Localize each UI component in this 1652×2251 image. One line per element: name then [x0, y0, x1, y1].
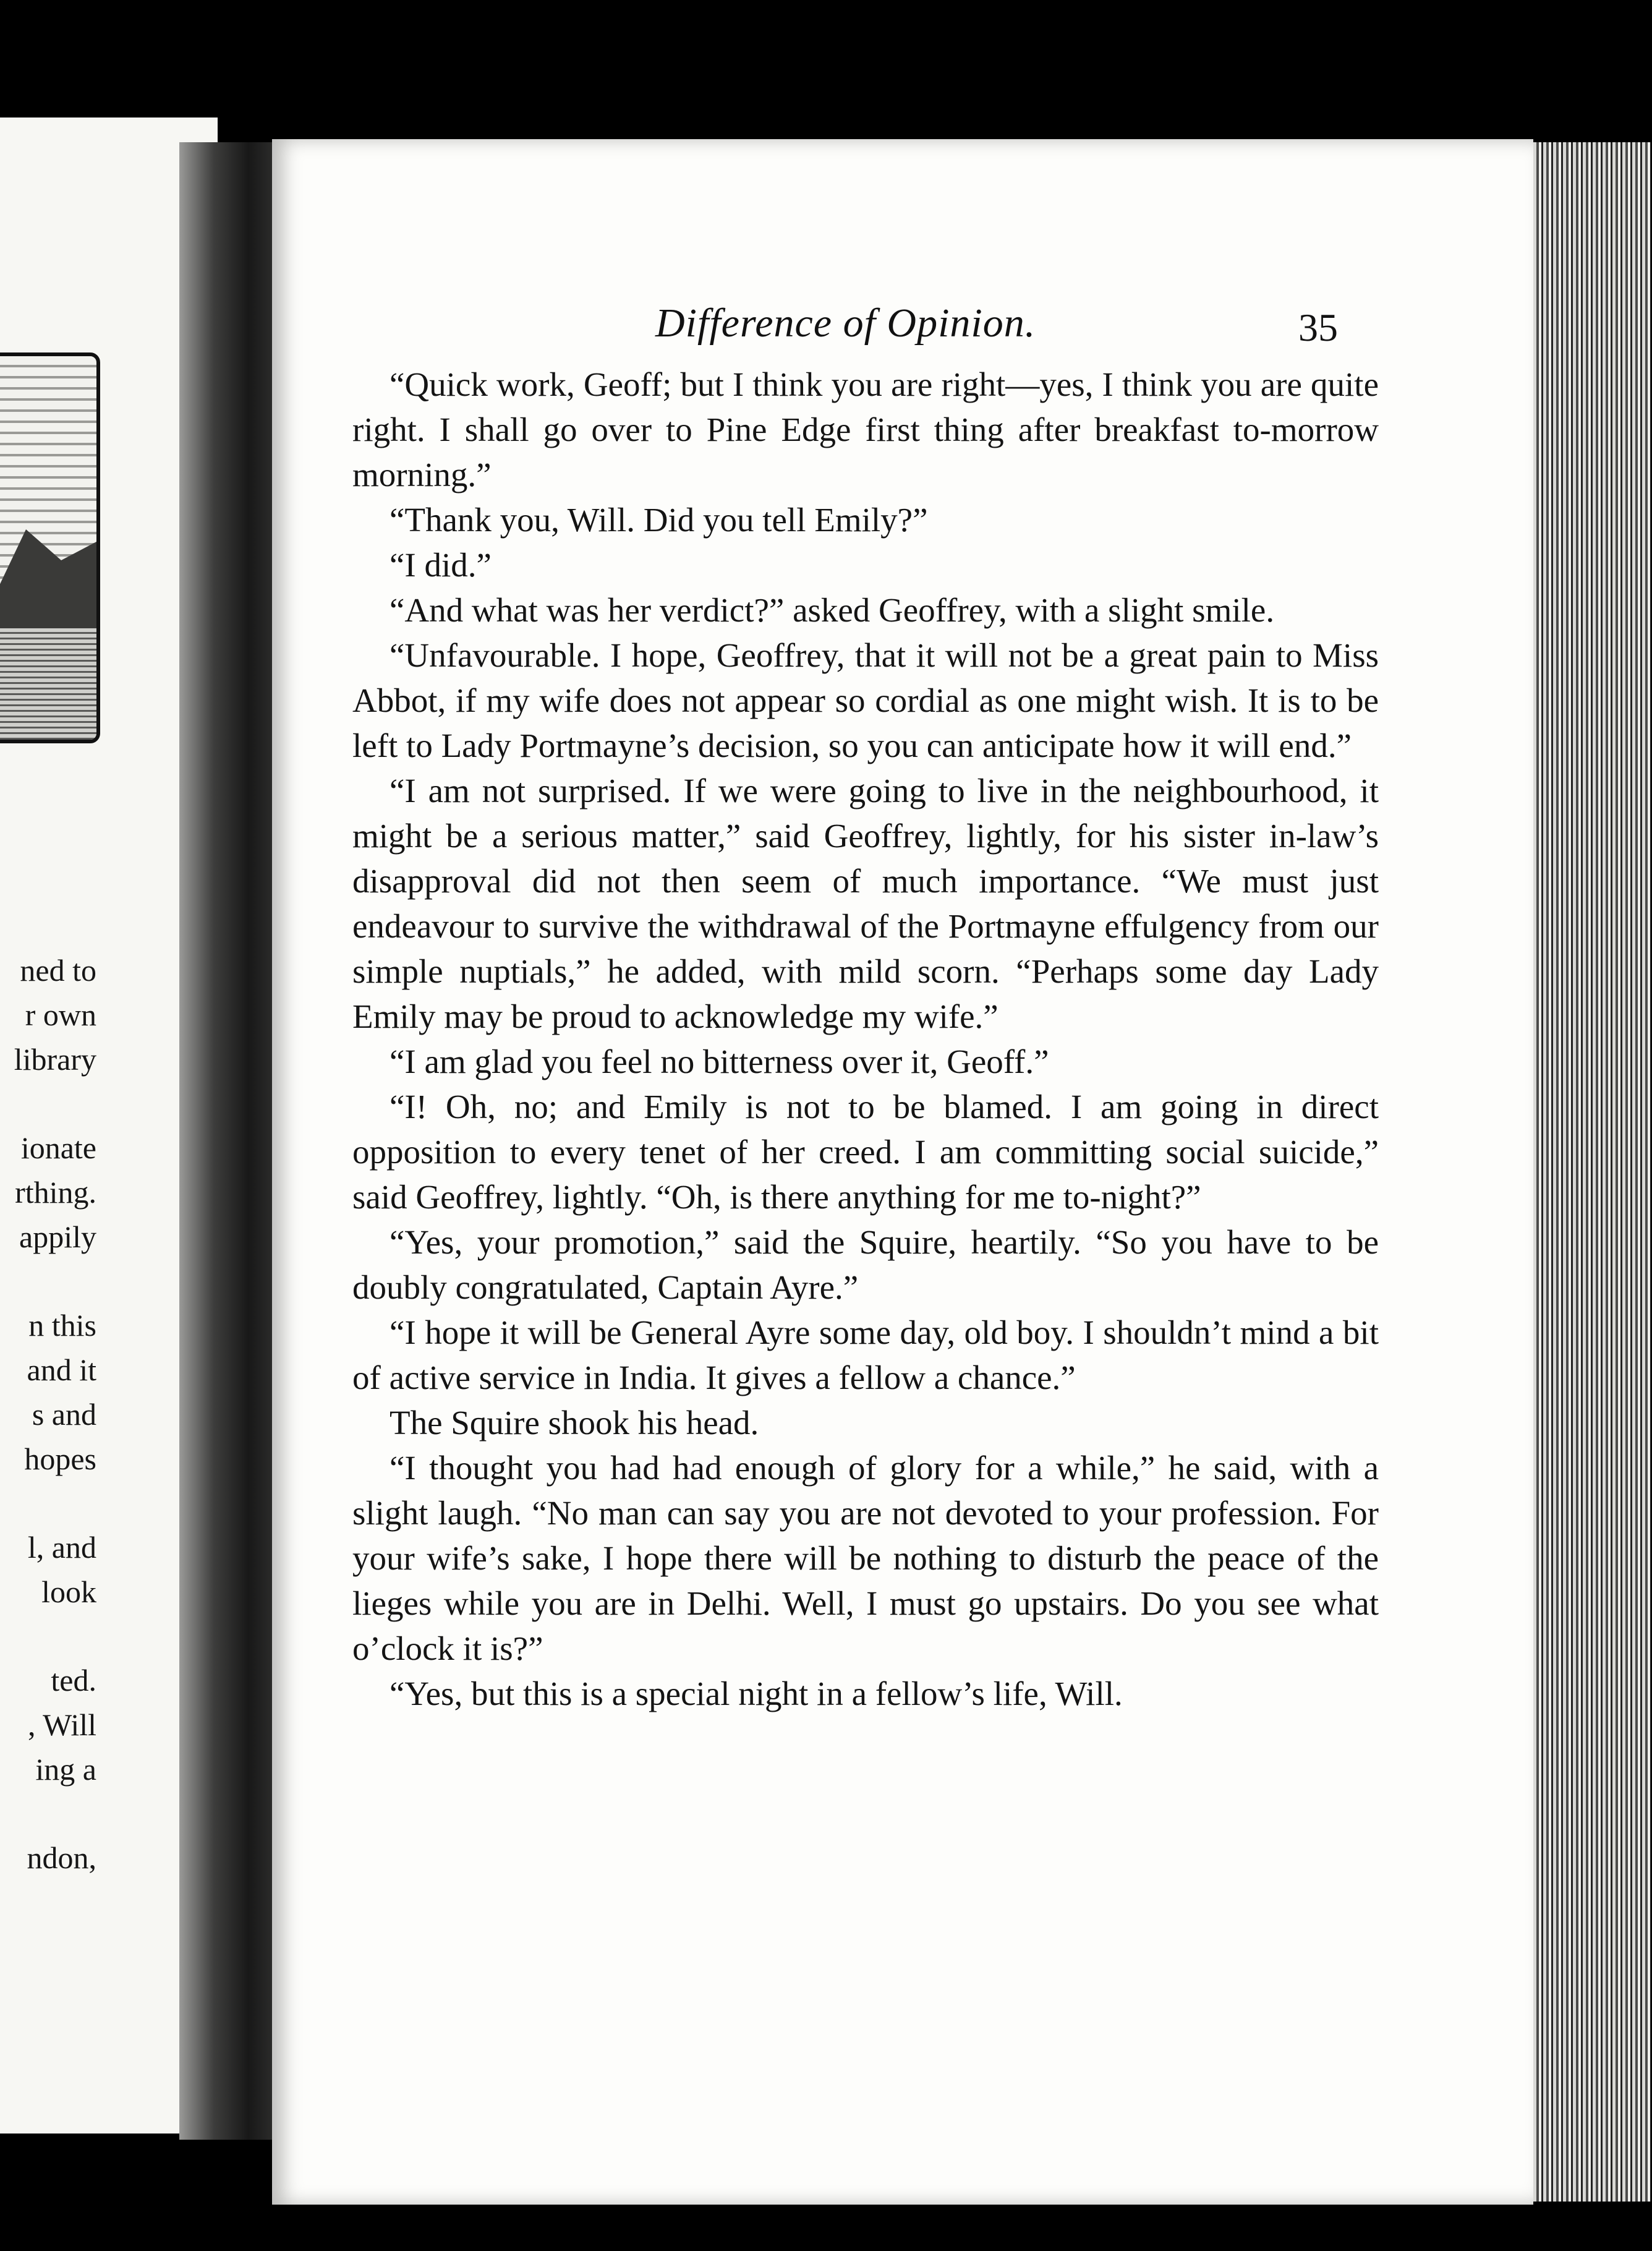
paragraph: “Yes, but this is a special night in a fellow’s life, Will.: [390, 1675, 1123, 1712]
paragraph: “I did.”: [390, 546, 492, 584]
paragraph: “I am glad you feel no bitterness over it, Geoff.”: [390, 1043, 1049, 1080]
left-text-fragment: n this: [28, 1308, 96, 1343]
page-body: [352, 362, 1379, 1716]
left-text-fragment: s and: [32, 1397, 96, 1432]
left-text-fragment: ing a: [35, 1752, 96, 1787]
paragraph: “I! Oh, no; and Emily is not to be blamed. I am going in direct opposition to every tenet of her creed. I am committing social suicide,” said Geoffrey, lightly. “Oh, is there anything for me to-night?”: [352, 1088, 1379, 1216]
paragraph: “Thank you, Will. Did you tell Emily?”: [390, 501, 928, 539]
left-text-fragment: r own: [25, 997, 96, 1032]
left-text-fragment: and it: [27, 1352, 96, 1387]
paragraph: The Squire shook his head.: [390, 1404, 759, 1442]
left-text-fragment: look: [41, 1574, 96, 1609]
book-spine-gutter: [179, 142, 278, 2140]
paragraph: “Unfavourable. I hope, Geoffrey, that it will not be a great pain to Miss Abbot, if my wife does not appear so cordial as one might wish. It is to be left to Lady Portmayne’s decision, so you can anticipate how it will end.”: [352, 636, 1379, 764]
left-text-fragment: ionate: [20, 1130, 96, 1165]
paragraph: “And what was her verdict?” asked Geoffrey, with a slight smile.: [390, 591, 1275, 629]
left-text-fragment: ndon,: [27, 1840, 96, 1875]
left-text-fragment: rthing.: [15, 1175, 96, 1210]
left-text-fragment: appily: [19, 1219, 96, 1254]
paragraph: “I am not surprised. If we were going to live in the neighbourhood, it might be a serious matter,” said Geoffrey, lightly, for his sister in-law’s disapproval did not then seem of much importance. “We must just endeavour to survive the withdrawal of the Portmayne effulgency from our simple nuptials,” he added, with mild scorn. “Perhaps some day Lady Emily may be proud to acknowledge my wife.”: [352, 772, 1379, 1035]
running-head: Difference of Opinion.: [655, 301, 1036, 346]
page-header: [272, 300, 1533, 356]
left-text-fragment: ned to: [20, 953, 96, 988]
left-text-fragment: hopes: [24, 1442, 96, 1476]
paragraph: “Quick work, Geoff; but I think you are right—yes, I think you are quite right. I shall go over to Pine Edge first thing after breakfast to-morrow morning.”: [352, 365, 1379, 493]
paragraph: “I hope it will be General Ayre some day, old boy. I shouldn’t mind a bit of active service in India. It gives a fellow a chance.”: [352, 1313, 1379, 1396]
left-text-fragment: l, and: [27, 1530, 96, 1565]
page-number: 35: [1298, 305, 1338, 349]
left-text-fragment: , Will: [28, 1707, 96, 1742]
paragraph: “Yes, your promotion,” said the Squire, heartily. “So you have to be doubly congratulated, Captain Ayre.”: [352, 1223, 1379, 1306]
right-page: [272, 139, 1533, 2205]
left-text-fragment: library: [14, 1042, 96, 1077]
paragraph: “I thought you had had enough of glory for a while,” he said, with a slight laugh. “No man can say you are not devoted to your profession. For your wife’s sake, I hope there will be nothing to disturb the peace of the lieges while you are in Delhi. Well, I must go upstairs. Do you see what o’clock it is?”: [352, 1449, 1379, 1667]
left-text-fragment: ted.: [51, 1663, 96, 1698]
